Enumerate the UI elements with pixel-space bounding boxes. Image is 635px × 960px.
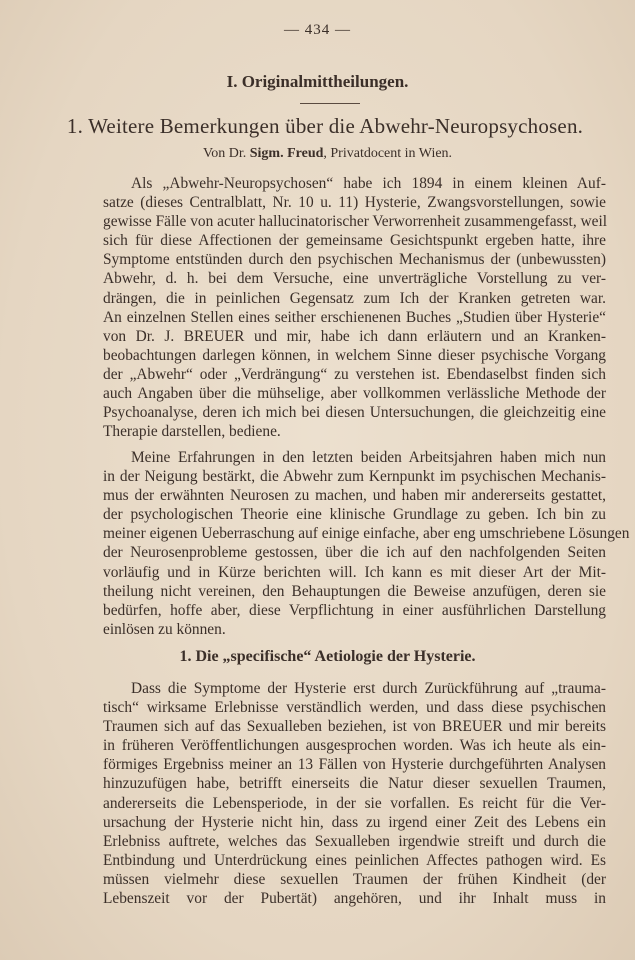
text-line: Psychoanalyse, deren ich mich bei diesen Untersuchungen, die gleichzeitig eine [103,404,606,422]
text-line: Traumen sich auf das Sexualleben beziehen, ist von BREUER und mir bereits [103,718,606,736]
byline [0,146,635,162]
text-line: der Neurosenprobleme gestossen, über die ich auf den nachfolgenden Seiten [103,544,606,562]
byline-prefix: Von Dr. [202,146,247,161]
article-title: 1. Weitere Bemerkungen über die Abwehr-Neuropsychosen. [66,114,584,138]
text-line: andererseits die Lebensperiode, in der sie vorfallen. Es reicht für die Ver- [103,794,606,812]
text-line: meiner eigenen Ueberraschung auf einige einfache, aber eng umschriebene Lösungen [103,525,630,543]
text-line: An einzelnen Stellen eines seither erschienenen Buches „Studien über Hysterie“ [103,308,606,326]
subsection-heading: 1. Die „specifische“ Aetiologie der Hysterie. [179,648,476,665]
text-line: von Dr. J. BREUER und mir, habe ich dann erläutern und an Kranken- [103,327,606,345]
text-line: Entbindung und Unterdrückung eines peinlichen Affectes pathogen wird. Es [103,851,606,869]
text-line: der psychologischen Theorie eine klinische Grundlage zu geben. Ich bin zu [103,506,606,524]
divider [300,103,360,104]
paragraph-1 [103,174,606,441]
text-line: Symptome entstünden durch den psychischen Mechanismus der (unbewussten) [103,251,606,269]
text-line: förmiges Ergebniss meiner an 13 Fällen von Hysterie durchgeführten Analysen [103,756,606,774]
text-line: in früheren Veröffentlichungen ausgesprochen worden. Was ich heute als ein- [103,737,606,755]
text-line: sich für diese Affectionen der gemeinsame Gesichtspunkt ergeben hatte, ihre [103,232,606,250]
page-number: — 434 — [284,22,351,38]
text-line: Dass die Symptome der Hysterie erst durch Zurückführung auf „trauma- [131,680,606,697]
text-line: Therapie darstellen, bediene. [103,423,281,441]
text-line: müssen vielmehr diese sexuellen Traumen der frühen Kindheit (der [103,870,606,888]
text-line: der „Abwehr“ oder „Verdrängung“ zu verstehen ist. Ebendaselbst finden sich [103,365,606,383]
section-heading: I. Originalmittheilungen. [226,72,409,91]
text-line: Meine Erfahrungen in den letzten beiden Arbeitsjahren haben mich nun [131,449,606,466]
text-line: theilung nicht vereinen, den Behauptungen die Beweise anzufügen, deren sie [103,582,606,600]
byline-suffix: , Privatdocent in Wien. [323,146,453,161]
text-line: beobachtungen darlegen können, in welchem Sinne dieser psychische Vorgang [103,346,606,364]
paragraph-3 [103,679,606,908]
text-line: satze (dieses Centralblatt, Nr. 10 u. 11) Hysterie, Zwangsvorstellungen, sowie [103,194,606,212]
text-line: hinzuzufügen habe, betrifft einerseits die Natur dieser sexuellen Traumen, [103,775,606,793]
text-line: Als „Abwehr-Neuropsychosen“ habe ich 1894 in einem kleinen Auf- [131,175,606,192]
text-line: auch Angaben über die mühselige, aber vollkommen verlässliche Methode der [103,385,606,403]
text-line: bedürfen, hoffe aber, diese Verpflichtung in einer ausführlichen Darstellung [103,601,606,619]
text-line: ursachung der Hysterie nicht hin, dass zu irgend einer Zeit des Lebens ein [103,813,606,831]
author-name: Sigm. Freud [249,146,324,161]
text-line: drängen, die in peinlichen Gegensatz zum Ich der Kranken getreten war. [103,289,606,307]
text-line: einlösen zu können. [103,620,226,638]
text-line: gewisse Fälle von acuter hallucinatorischer Verworrenheit zusammengefasst, weil [103,213,608,231]
text-line: in der Neigung bestärkt, die Abwehr zum Kernpunkt im psychischen Mechanis- [103,468,606,486]
paragraph-2 [103,448,630,639]
text-line: vorläufig und in Kürze berichten will. Ich kann es mit dieser Art der Mit- [103,563,606,581]
text-line: mus der erwähnten Neurosen zu machen, und haben mir andererseits gestattet, [103,487,606,505]
text-line: Lebenszeit vor der Pubertät) angehören, und ihr Inhalt muss in [103,890,606,908]
text-line: Abwehr, d. h. bei dem Versuche, eine unverträgliche Vorstellung zu ver- [103,270,606,288]
text-line: Erlebniss auftrete, welches das Sexualleben irgendwie streift und durch die [103,832,606,850]
text-line: tisch“ wirksame Erlebnisse verständlich werden, und dass diese psychischen [103,699,606,717]
